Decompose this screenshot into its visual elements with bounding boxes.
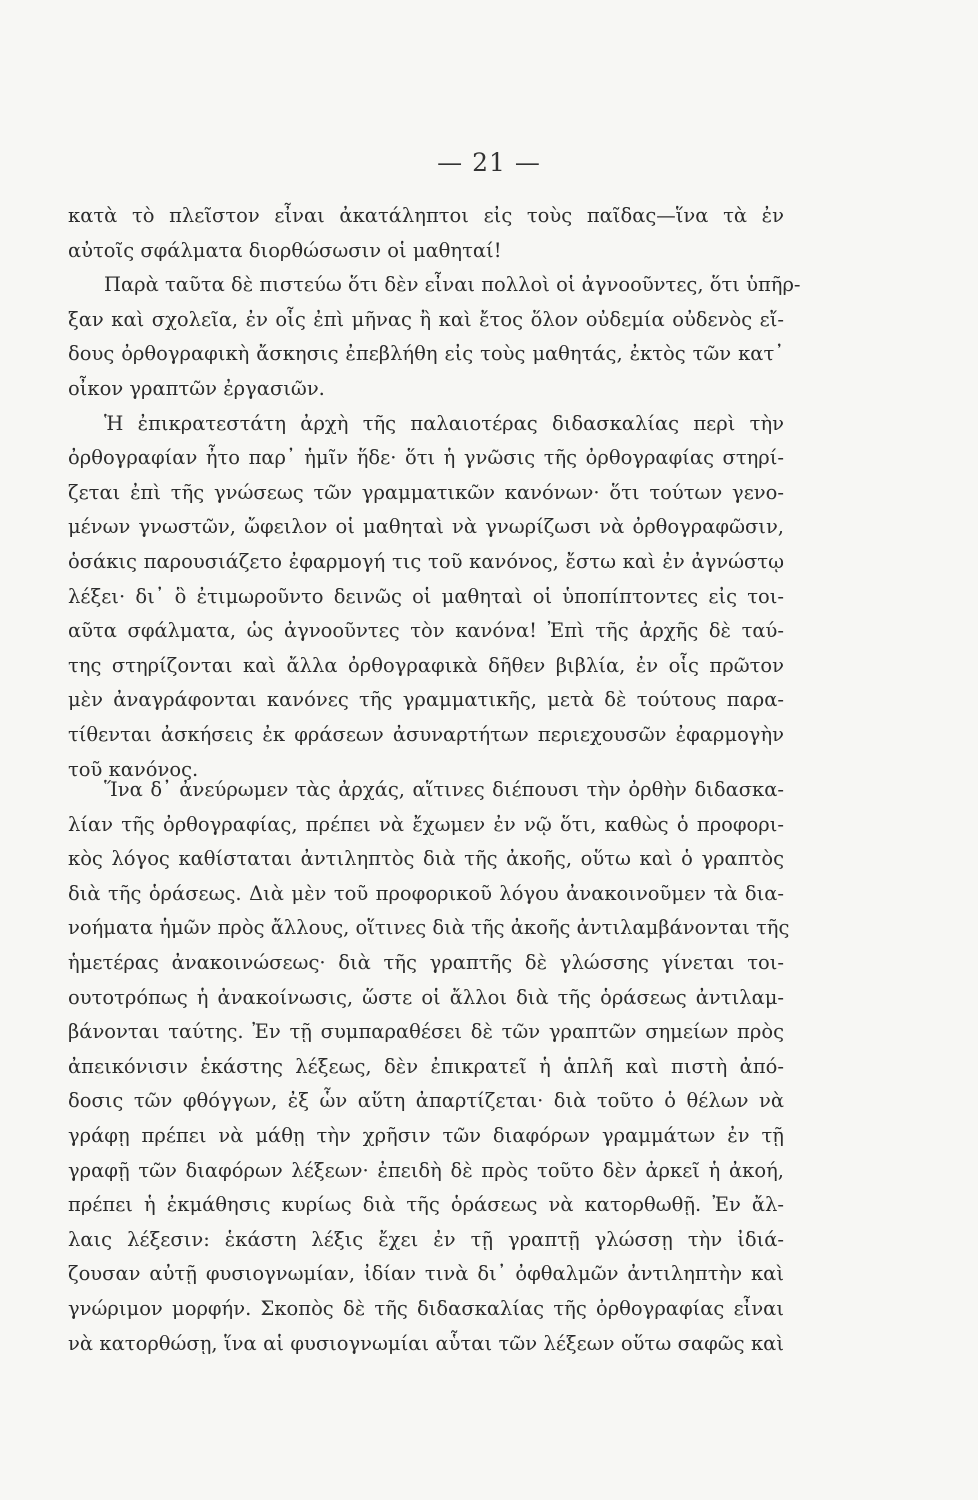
text-line: δους ὀρθογραφικὴ ἄσκησις ἐπεβλήθη εἰς τοὺς μαθητάς, ἐκτὸς τῶν κατ᾽: [68, 342, 784, 366]
text-line: γραφῇ τῶν διαφόρων λέξεων· ἐπειδὴ δὲ πρὸς τοῦτο δὲν ἀρκεῖ ἡ ἀκοή,: [68, 1158, 784, 1182]
page-number: — 21 —: [437, 148, 541, 177]
text-line: τοῦ κανόνος.: [68, 757, 199, 781]
text-line: κὸς λόγος καθίσταται ἀντιληπτὸς διὰ τῆς ἀκοῆς, οὕτω καὶ ὁ γραπτὸς: [68, 847, 784, 871]
text-line: μένων γνωστῶν, ὤφειλον οἱ μαθηταὶ νὰ γνωρίζωσι νὰ ὀρθογραφῶσιν,: [68, 515, 784, 539]
text-line: βάνονται ταύτης. Ἐν τῇ συμπαραθέσει δὲ τῶν γραπτῶν σημείων πρὸς: [68, 1020, 784, 1044]
text-line: τίθενται ἀσκήσεις ἐκ φράσεων ἀσυναρτήτων περιεχουσῶν ἐφαρμογὴν: [68, 722, 784, 746]
text-line: λίαν τῆς ὀρθογραφίας, πρέπει νὰ ἔχωμεν ἐν νῷ ὅτι, καθὼς ὁ προφορι-: [68, 812, 784, 836]
text-line: λέξει· δι᾽ ὃ ἐτιμωροῦντο δεινῶς οἱ μαθηταὶ οἱ ὑποπίπτοντες εἰς τοι-: [68, 584, 784, 608]
text-section-1: [68, 199, 801, 787]
text-line: μὲν ἀναγράφονται κανόνες τῆς γραμματικῆς, μετὰ δὲ τούτους παρα-: [68, 688, 784, 712]
text-line: Παρὰ ταῦτα δὲ πιστεύω ὅτι δὲν εἶναι πολλοὶ οἱ ἀγνοοῦντες, ὅτι ὑπῆρ-: [104, 273, 801, 297]
text-line: λαις λέξεσιν: ἑκάστη λέξις ἔχει ἐν τῇ γραπτῇ γλώσσῃ τὴν ἰδιά-: [68, 1227, 784, 1251]
text-line: ὁσάκις παρουσιάζετο ἐφαρμογή τις τοῦ κανόνος, ἔστω καὶ ἐν ἀγνώστῳ: [68, 549, 784, 573]
text-line: πρέπει ἡ ἐκμάθησις κυρίως διὰ τῆς ὁράσεως νὰ κατορθωθῇ. Ἐν ἄλ-: [68, 1193, 784, 1217]
text-line: ὀρθογραφίαν ἦτο παρ᾽ ἡμῖν ἥδε· ὅτι ἡ γνῶσις τῆς ὀρθογραφίας στηρί-: [68, 446, 784, 470]
text-line: Ἡ ἐπικρατεστάτη ἀρχὴ τῆς παλαιοτέρας διδασκαλίας περὶ τὴν: [104, 411, 784, 435]
text-line: ἡμετέρας ἀνακοινώσεως· διὰ τῆς γραπτῆς δὲ γλώσσης γίνεται τοι-: [68, 950, 784, 974]
text-line: κατὰ τὸ πλεῖστον εἶναι ἀκατάληπτοι εἰς τοὺς παῖδας—ἵνα τὰ ἐν: [68, 204, 784, 227]
text-line: ξαν καὶ σχολεῖα, ἐν οἷς ἐπὶ μῆνας ἢ καὶ ἔτος ὅλον οὐδεμία οὐδενὸς εἴ-: [68, 307, 784, 331]
text-line: ζεται ἐπὶ τῆς γνώσεως τῶν γραμματικῶν κανόνων· ὅτι τούτων γενο-: [68, 480, 784, 504]
text-line: νοήματα ἡμῶν πρὸς ἄλλους, οἵτινες διὰ τῆς ἀκοῆς ἀντιλαμβάνονται τῆς: [68, 916, 790, 940]
text-line: της στηρίζονται καὶ ἄλλα ὀρθογραφικὰ δῆθεν βιβλία, ἐν οἷς πρῶτον: [68, 653, 784, 677]
text-line: νὰ κατορθώσῃ, ἵνα αἱ φυσιογνωμίαι αὗται τῶν λέξεων οὕτω σαφῶς καὶ: [68, 1331, 784, 1355]
text-line: αῦτα σφάλματα, ὡς ἀγνοοῦντες τὸν κανόνα! Ἐπὶ τῆς ἀρχῆς δὲ ταύ-: [68, 619, 784, 643]
text-line: ουτοτρόπως ἡ ἀνακοίνωσις, ὥστε οἱ ἄλλοι διὰ τῆς ὁράσεως ἀντιλαμ-: [68, 985, 784, 1009]
text-line: αὐτοῖς σφάλματα διορθώσωσιν οἱ μαθηταί!: [68, 238, 502, 262]
text-line: δοσις τῶν φθόγγων, ἐξ ὧν αὕτη ἀπαρτίζεται· διὰ τοῦτο ὁ θέλων νὰ: [68, 1089, 784, 1113]
text-line: Ἵνα δ᾽ ἀνεύρωμεν τὰς ἀρχάς, αἵτινες διέπουσι τὴν ὀρθὴν διδασκα-: [104, 778, 784, 801]
text-line: γνώριμον μορφήν. Σκοπὸς δὲ τῆς διδασκαλίας τῆς ὀρθογραφίας εἶναι: [68, 1296, 784, 1320]
text-line: γράφῃ πρέπει νὰ μάθῃ τὴν χρῆσιν τῶν διαφόρων γραμμάτων ἐν τῇ: [68, 1123, 784, 1147]
text-section-2: [68, 773, 790, 1361]
text-line: διὰ τῆς ὁράσεως. Διὰ μὲν τοῦ προφορικοῦ λόγου ἀνακοινοῦμεν τὰ δια-: [68, 881, 784, 905]
text-line: ζουσαν αὐτῇ φυσιογνωμίαν, ἰδίαν τινὰ δι᾽ ὀφθαλμῶν ἀντιληπτὴν καὶ: [68, 1262, 784, 1286]
text-line: οἶκον γραπτῶν ἐργασιῶν.: [68, 376, 325, 400]
text-line: ἀπεικόνισιν ἑκάστης λέξεως, δὲν ἐπικρατεῖ ἡ ἁπλῆ καὶ πιστὴ ἀπό-: [68, 1054, 784, 1078]
